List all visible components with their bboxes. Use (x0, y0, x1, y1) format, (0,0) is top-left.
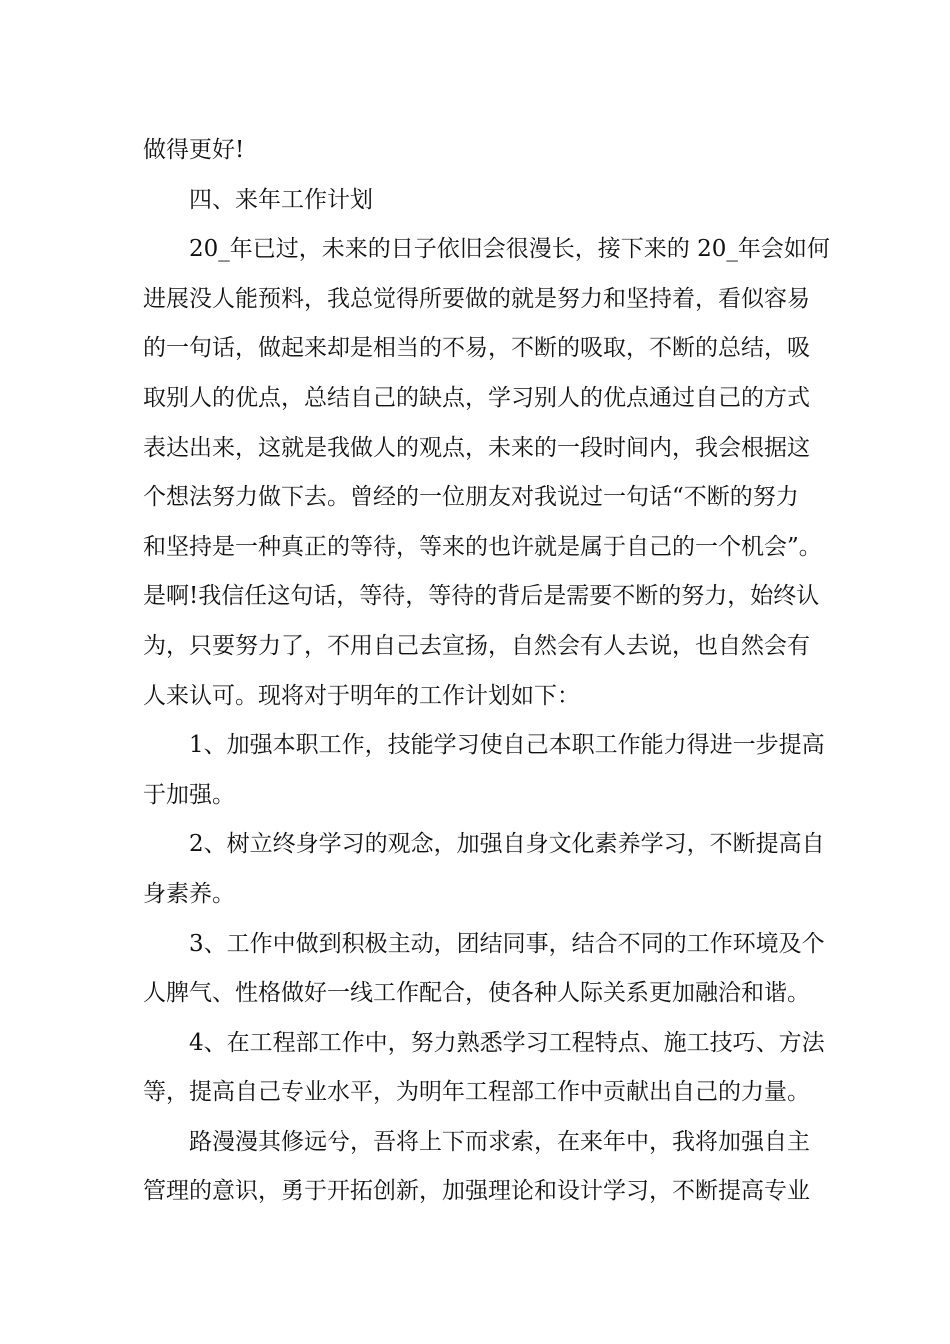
text-line: 路漫漫其修远兮，吾将上下而求索，在来年中，我将加强自主 (189, 1128, 810, 1155)
text-line: 做得更好! (143, 137, 245, 163)
document-body (143, 126, 830, 1217)
text-line: 的一句话，做起来却是相当的不易，不断的吸取，不断的总结，吸 (143, 335, 810, 362)
text-line: 身素养。 (143, 880, 235, 907)
text-line: 等，提高自己专业水平，为明年工程部工作中贡献出自己的力量。 (143, 1079, 810, 1106)
list-item-4: 4、在工程部工作中，努力熟悉学习工程特点、施工技巧、方法 (189, 1029, 825, 1056)
text-line: 20_年已过，未来的日子依旧会很漫长，接下来的 20_年会如何 (189, 236, 830, 263)
text-line: 于加强。 (143, 781, 235, 808)
text-line: 和坚持是一种真正的等待，等来的也许就是属于自己的一个机会”。 (143, 533, 822, 560)
list-item-2: 2、树立终身学习的观念，加强自身文化素养学习，不断提高自 (189, 831, 825, 858)
text-line: 是啊!我信任这句话，等待，等待的背后是需要不断的努力，始终认 (143, 583, 820, 610)
list-item-1: 1、加强本职工作，技能学习使自己本职工作能力得进一步提高 (189, 732, 825, 759)
text-line: 人脾气、性格做好一线工作配合，使各种人际关系更加融洽和谐。 (143, 980, 810, 1007)
section-heading: 四、来年工作计划 (189, 186, 373, 213)
text-line: 进展没人能预料，我总觉得所要做的就是努力和坚持着，看似容易 (143, 285, 810, 312)
text-line: 为，只要努力了，不用自己去宣扬，自然会有人去说，也自然会有 (143, 632, 810, 659)
text-line: 个想法努力做下去。曾经的一位朋友对我说过一句话“不断的努力 (143, 484, 799, 511)
list-item-3: 3、工作中做到积极主动，团结同事，结合不同的工作环境及个 (189, 930, 825, 957)
text-line: 管理的意识，勇于开拓创新，加强理论和设计学习，不断提高专业 (143, 1178, 810, 1205)
text-line: 取别人的优点，总结自己的缺点，学习别人的优点通过自己的方式 (143, 384, 810, 411)
text-line: 表达出来，这就是我做人的观点，未来的一段时间内，我会根据这 (143, 434, 810, 461)
text-line: 人来认可。现将对于明年的工作计划如下： (143, 682, 580, 709)
